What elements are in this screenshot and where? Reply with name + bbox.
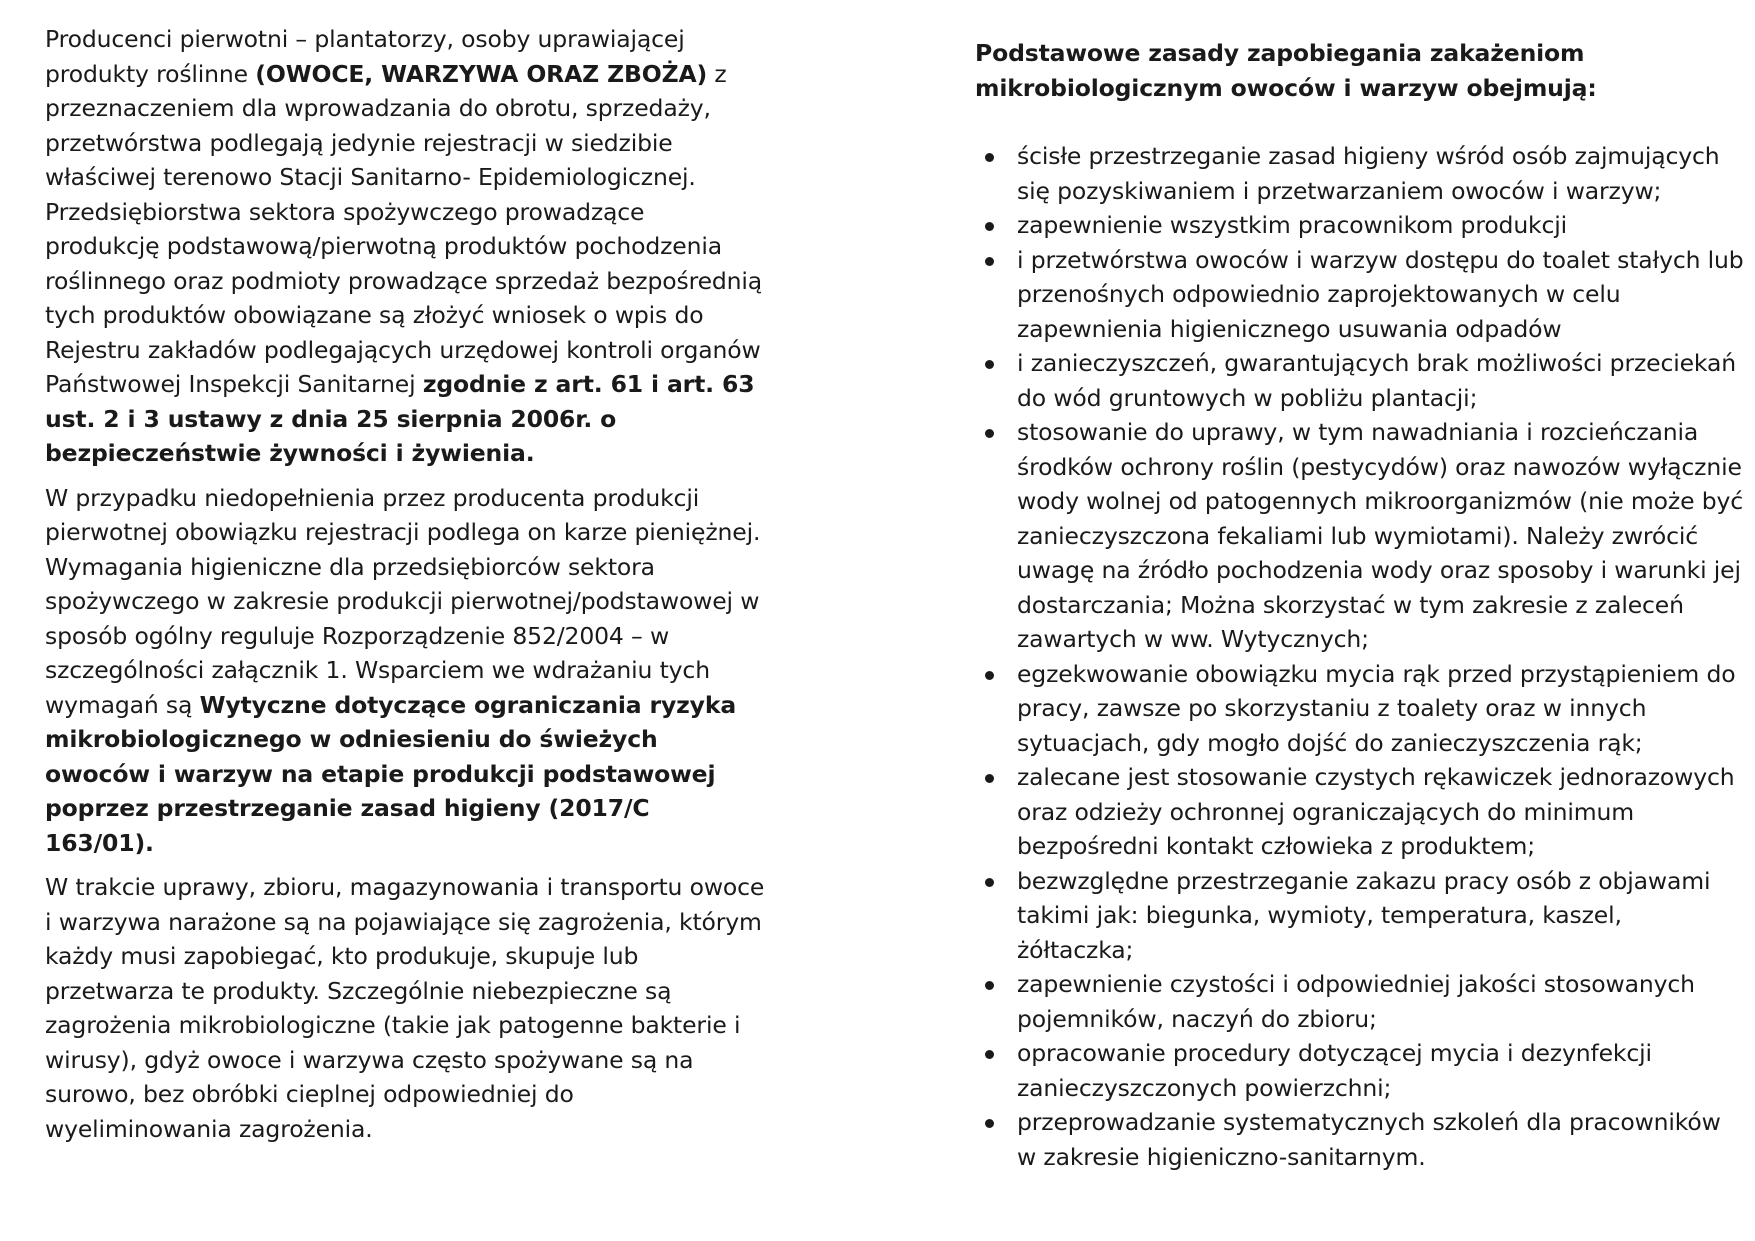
bullet-icon bbox=[985, 981, 994, 990]
bold-law-reference: zgodnie z art. 61 i art. 63 ust. 2 i 3 ustawy z dnia 25 sierpnia 2006r. o bezpieczeństwie żywności i żywienia. bbox=[45, 370, 755, 467]
bullet-icon bbox=[985, 1050, 994, 1059]
bullet-icon bbox=[985, 153, 994, 162]
bullet-icon bbox=[985, 671, 994, 680]
list-item-text: opracowanie procedury dotyczącej mycia i dezynfekcji zanieczyszczonych powierzchni; bbox=[1017, 1039, 1652, 1102]
paragraph-text: Przedsiębiorstwa sektora spożywczego prowadzące produkcję podstawową/pierwotną produktów pochodzenia roślinnego oraz podmioty prowadzące sprzedaż bezpośrednią tych produktów obowiązane są złożyć wniosek o wpis do Rejestru zakładów podlegających urzędowej kontroli organów Państwowej Inspekcji Sanitarnej bbox=[45, 197, 763, 398]
list-item bbox=[975, 1036, 1745, 1105]
rules-list bbox=[975, 139, 1745, 1174]
list-item-text: zapewnienie czystości i odpowiedniej jakości stosowanych pojemników, naczyń do zbioru; bbox=[1017, 970, 1695, 1033]
paragraph-registration bbox=[45, 22, 765, 471]
list-item-text: i przetwórstwa owoców i warzyw dostępu do toalet stałych lub przenośnych odpowiednio zaprojektowanych w celu zapewnienia higienicznego usuwania odpadów bbox=[1017, 245, 1744, 343]
paragraph-hazards: W trakcie uprawy, zbioru, magazynowania i transportu owoce i warzywa narażone są na pojawiające się zagrożenia, którym każdy musi zapobiegać, kto produkuje, skupuje lub przetwarza te produkty. Szczególnie niebezpieczne są zagrożenia mikrobiologiczne (takie jak patogenne bakterie i wirusy), gdyż owoce i warzywa często spożywane są na surowo, bez obróbki cieplnej odpowiedniej do wyeliminowania zagrożenia. bbox=[45, 873, 765, 1143]
list-item-text: i zanieczyszczeń, gwarantujących brak możliwości przeciekań do wód gruntowych w pobliżu plantacji; bbox=[1017, 349, 1736, 412]
bullet-icon bbox=[985, 257, 994, 266]
list-item-text: bezwzględne przestrzeganie zakazu pracy osób z objawami takimi jak: biegunka, wymioty, temperatura, kaszel, żółtaczka; bbox=[1017, 866, 1711, 964]
list-item-text: zapewnienie wszystkim pracownikom produkcji bbox=[1017, 211, 1568, 239]
bullet-icon bbox=[985, 774, 994, 783]
bullet-icon bbox=[985, 429, 994, 438]
list-item bbox=[975, 415, 1745, 657]
list-item-text: zalecane jest stosowanie czystych rękawiczek jednorazowych oraz odzieży ochronnej ograniczających do minimum bezpośredni kontakt człowieka z produktem; bbox=[1017, 763, 1735, 860]
paragraph-text: Producenci pierwotni – plantatorzy, osoby uprawiającej produkty roślinne bbox=[45, 25, 685, 88]
list-item bbox=[975, 243, 1745, 347]
left-column bbox=[45, 22, 765, 1156]
list-item bbox=[975, 1105, 1745, 1174]
list-item bbox=[975, 346, 1745, 415]
section-heading: Podstawowe zasady zapobiegania zakażeniom mikrobiologicznym owoców i warzyw obejmują: bbox=[975, 39, 1597, 102]
bullet-icon bbox=[985, 1119, 994, 1128]
bullet-icon bbox=[985, 878, 994, 887]
paragraph-text: z przeznaczeniem dla wprowadzania do obrotu, sprzedaży, przetwórstwa podlegają jedynie rejestracji w siedzibie właściwej terenowo Stacji Sanitarno- Epidemiologicznej. bbox=[45, 59, 727, 191]
list-item-text: stosowanie do uprawy, w tym nawadniania i rozcieńczania środków ochrony roślin (pestycydów) oraz nawozów wyłącznie wody wolnej od patogennych mikroorganizmów (nie może być zanieczyszczona fekaliami lub wymiotami). Należy zwrócić uwagę na źródło pochodzenia wody oraz sposoby i warunki jej dostarczania; Można skorzystać w tym zakresie z zaleceń zawartych w ww. Wytycznych; bbox=[1017, 418, 1744, 653]
paragraph-text: W przypadku niedopełnienia przez producenta produkcji pierwotnej obowiązku rejestracji podlega on karze pieniężnej. Wymagania higieniczne dla przedsiębiorców sektora spożywczego w zakresie produkcji pierwotnej/podstawowej w sposób ogólny reguluje Rozporządzenie 852/2004 – w szczególności załącznik 1. Wsparciem we wdrażaniu tych wymagań są bbox=[45, 483, 761, 719]
list-item bbox=[975, 967, 1745, 1036]
bold-products: (OWOCE, WARZYWA ORAZ ZBOŻA) bbox=[255, 59, 708, 88]
list-item bbox=[975, 760, 1745, 864]
bullet-icon bbox=[985, 222, 994, 231]
bold-guidelines: Wytyczne dotyczące ograniczania ryzyka mikrobiologicznego w odniesieniu do świeżych owoców i warzyw na etapie produkcji podstawowej poprzez przestrzeganie zasad higieny (2017/C 163/01). bbox=[45, 690, 737, 857]
list-item bbox=[975, 208, 1745, 243]
right-column bbox=[975, 36, 1745, 1174]
list-item bbox=[975, 657, 1745, 761]
bullet-icon bbox=[985, 360, 994, 369]
list-item-text: przeprowadzanie systematycznych szkoleń dla pracowników w zakresie higieniczno-sanitarnym. bbox=[1017, 1108, 1721, 1171]
list-item bbox=[975, 864, 1745, 968]
list-item-text: ścisłe przestrzeganie zasad higieny wśród osób zajmujących się pozyskiwaniem i przetwarzaniem owoców i warzyw; bbox=[1017, 142, 1720, 205]
paragraph-penalty bbox=[45, 481, 765, 861]
list-item bbox=[975, 139, 1745, 208]
list-item-text: egzekwowanie obowiązku mycia rąk przed przystąpieniem do pracy, zawsze po skorzystaniu z toalety oraz w innych sytuacjach, gdy mogło dojść do zanieczyszczenia rąk; bbox=[1017, 659, 1736, 757]
